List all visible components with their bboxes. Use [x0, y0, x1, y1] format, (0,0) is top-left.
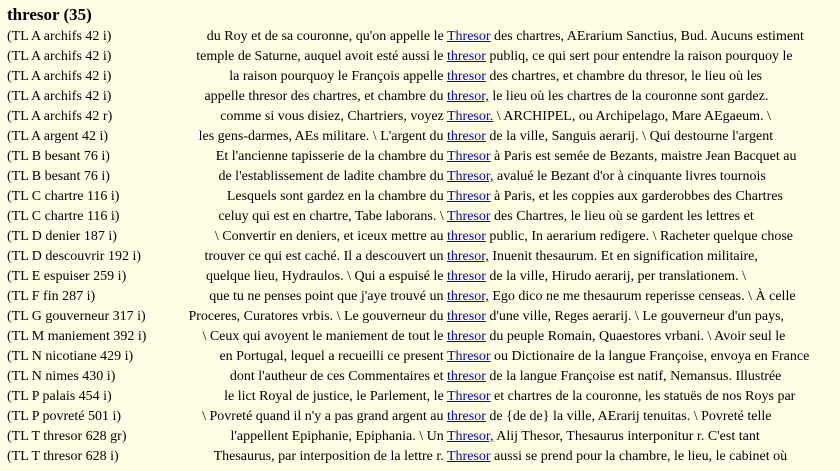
context-before: \ Ceux qui avoyent le maniement de tout le: [202, 329, 447, 344]
entry-reference: (TL N nimes 430 i): [7, 369, 116, 384]
context-line: [224, 387, 795, 407]
context-line: [227, 187, 783, 207]
context-before: trouver ce qui est caché. Il a descouvert un: [204, 249, 447, 264]
context-before: le lict Royal de justice, le Parlement, le: [224, 389, 447, 404]
concordance-row: [0, 367, 840, 387]
context-before: temple de Saturne, auquel avoit esté aussi le: [196, 49, 447, 64]
keyword-link[interactable]: thresor: [447, 49, 486, 64]
keyword-link[interactable]: Thresor,: [447, 429, 494, 444]
keyword-link[interactable]: thresor,: [447, 249, 489, 264]
concordance-row: [0, 307, 840, 327]
entry-reference: (TL N nicotiane 429 i): [7, 349, 134, 364]
concordance-row: [0, 127, 840, 147]
keyword-link[interactable]: Thresor.: [447, 109, 494, 124]
keyword-link[interactable]: thresor,: [447, 289, 489, 304]
concordance-list: [0, 27, 840, 467]
context-after: Inuenit thesaurum. Et en signification militaire,: [488, 249, 758, 264]
concordance-row: [0, 207, 840, 227]
entry-reference: (TL F fin 287 i): [7, 289, 96, 304]
context-before: les gens-darmes, AEs militare. \ L'argent du: [198, 129, 447, 144]
context-after: Ego dico ne me thesaurum reperisse censeas. \ À celle: [488, 289, 796, 304]
concordance-row: [0, 347, 840, 367]
entry-reference: (TL M maniement 392 i): [7, 329, 147, 344]
entry-reference: (TL P palais 454 i): [7, 389, 112, 404]
context-before: quelque lieu, Hydraulos. \ Qui a espuisé le: [205, 269, 447, 284]
concordance-row: [0, 47, 840, 67]
context-line: [206, 267, 746, 287]
keyword-link[interactable]: thresor: [447, 69, 486, 84]
context-after: Alij Thesor, Thesaurus interponitur r. C'est tant: [493, 429, 760, 444]
keyword-link[interactable]: thresor: [447, 269, 486, 284]
context-before: de l'establissement de ladite chambre du: [218, 169, 447, 184]
concordance-row: [0, 167, 840, 187]
keyword-link[interactable]: thresor: [447, 329, 486, 344]
context-before: en Portugal, lequel a recueilli ce present: [219, 349, 447, 364]
keyword-link[interactable]: thresor: [447, 309, 486, 324]
entry-reference: (TL A archifs 42 i): [7, 89, 112, 104]
concordance-row: [0, 407, 840, 427]
context-line: [231, 427, 760, 447]
context-after: de la langue Françoise est natif, Nemansus. Illustrée: [485, 369, 782, 384]
keyword-link[interactable]: thresor: [447, 129, 486, 144]
concordance-row: [0, 447, 840, 467]
concordance-row: [0, 147, 840, 167]
context-after: public, In aerarium redigere. \ Racheter quelque chose: [485, 229, 793, 244]
context-line: [229, 67, 762, 87]
context-before: la raison pourquoy le François appelle: [229, 69, 447, 84]
context-line: [214, 447, 788, 467]
context-line: [199, 127, 774, 147]
context-before: appelle thresor des chartres, et chambre du: [204, 89, 447, 104]
keyword-link[interactable]: Thresor: [447, 449, 491, 464]
keyword-link[interactable]: Thresor: [447, 349, 491, 364]
entry-reference: (TL A archifs 42 i): [7, 49, 112, 64]
context-line: [188, 307, 784, 327]
context-line: [209, 287, 795, 307]
entry-reference: (TL A archifs 42 r): [7, 109, 113, 124]
entry-reference: (TL B besant 76 i): [7, 149, 110, 164]
context-line: [202, 327, 785, 347]
keyword-link[interactable]: Thresor: [447, 189, 491, 204]
context-line: [218, 207, 753, 227]
concordance-row: [0, 387, 840, 407]
context-after: de la ville, Sanguis aerarij. \ Qui destourne l'argent: [485, 129, 774, 144]
context-before: du Roy et de sa couronne, qu'on appelle le: [206, 29, 447, 44]
context-before: dont l'autheur de ces Commentaires et: [229, 369, 447, 384]
keyword-link[interactable]: Thresor,: [447, 169, 494, 184]
entry-reference: (TL T thresor 628 i): [7, 449, 119, 464]
concordance-row: [0, 327, 840, 347]
entry-reference: (TL C chartre 116 i): [7, 189, 120, 204]
concordance-row: [0, 227, 840, 247]
keyword-link[interactable]: Thresor: [447, 149, 491, 164]
entry-reference: (TL E espuiser 259 i): [7, 269, 127, 284]
context-after: des Chartres, le lieu où se gardent les lettres et: [490, 209, 754, 224]
concordance-row: [0, 187, 840, 207]
context-after: avalué le Bezant d'or à cinquante livres tournois: [493, 169, 766, 184]
concordance-row: [0, 27, 840, 47]
concordance-row: [0, 427, 840, 447]
context-before: Proceres, Curatores vrbis. \ Le gouverneur du: [188, 309, 447, 324]
context-after: de la ville, Hirudo aerarij, per translationem. \: [485, 269, 746, 284]
keyword-link[interactable]: thresor,: [447, 89, 489, 104]
keyword-link[interactable]: thresor: [447, 409, 486, 424]
context-before: Lesquels sont gardez en la chambre du: [226, 189, 447, 204]
context-after: à Paris, et les coppies aux garderobbes des Chartres: [490, 189, 783, 204]
context-line: [215, 227, 793, 247]
context-line: [220, 107, 771, 127]
context-after: publiq, ce qui sert pour entendre la raison pourquoy le: [485, 49, 793, 64]
page-title: thresor (35): [7, 5, 92, 24]
context-line: [202, 407, 771, 427]
concordance-row: [0, 67, 840, 87]
entry-reference: (TL P povreté 501 i): [7, 409, 122, 424]
entry-reference: (TL A argent 42 i): [7, 129, 109, 144]
keyword-link[interactable]: thresor: [447, 369, 486, 384]
context-after: d'une ville, Reges aerarij. \ Le gouverneur d'un pays,: [485, 309, 785, 324]
context-before: \ Convertir en deniers, et iceux mettre au: [214, 229, 447, 244]
context-line: [218, 167, 765, 187]
context-before: l'appellent Epiphanie, Epiphania. \ Un: [230, 429, 447, 444]
concordance-row: [0, 287, 840, 307]
context-line: [219, 347, 809, 367]
context-after: des chartres, AErarium Sanctius, Bud. Aucuns estiment: [490, 29, 804, 44]
concordance-row: [0, 107, 840, 127]
context-before: comme si vous disiez, Chartriers, voyez: [220, 109, 447, 124]
keyword-link[interactable]: Thresor: [447, 389, 491, 404]
keyword-link[interactable]: thresor: [447, 229, 486, 244]
entry-reference: (TL D denier 187 i): [7, 229, 117, 244]
context-before: \ Povreté quand il n'y a pas grand argent au: [202, 409, 447, 424]
context-after: le lieu où les chartres de la couronne sont gardez.: [488, 89, 769, 104]
keyword-link[interactable]: Thresor: [447, 209, 491, 224]
context-line: [196, 47, 792, 67]
context-after: aussi se prend pour la chambre, le lieu, le cabinet où: [490, 449, 788, 464]
entry-reference: (TL C chartre 116 i): [7, 209, 120, 224]
context-line: [207, 27, 804, 47]
keyword-link[interactable]: Thresor: [447, 29, 491, 44]
context-line: [230, 367, 781, 387]
context-after: \ ARCHIPEL, ou Archipelago, Mare AEgaeum. \: [493, 109, 771, 124]
context-before: celuy qui est en chartre, Tabe laborans. \: [218, 209, 447, 224]
entry-reference: (TL G gouverneur 317 i): [7, 309, 146, 324]
entry-reference: (TL T thresor 628 gr): [7, 429, 127, 444]
concordance-row: [0, 247, 840, 267]
entry-reference: (TL D descouvrir 192 i): [7, 249, 141, 264]
entry-reference: (TL A archifs 42 i): [7, 29, 112, 44]
context-after: à Paris est semée de Bezants, maistre Jean Bacquet au: [490, 149, 797, 164]
context-before: Et l'ancienne tapisserie de la chambre du: [215, 149, 447, 164]
context-before: que tu ne penses point que j'aye trouvé un: [209, 289, 447, 304]
concordance-row: [0, 267, 840, 287]
context-after: des chartres, et chambre du thresor, le lieu où les: [485, 69, 763, 84]
context-line: [216, 147, 797, 167]
entry-reference: (TL B besant 76 i): [7, 169, 110, 184]
context-after: et chartres de la couronne, les statuës de nos Roys par: [490, 389, 796, 404]
context-after: du peuple Romain, Quaestores vrbani. \ Avoir seul le: [485, 329, 786, 344]
context-before: Thesaurus, par interposition de la lettre r.: [213, 449, 447, 464]
context-after: de {de de} la ville, AErarij tenuitas. \ Povreté telle: [485, 409, 772, 424]
concordance-row: [0, 87, 840, 107]
context-line: [204, 87, 768, 107]
context-line: [204, 247, 757, 267]
context-after: ou Dictionaire de la langue Françoise, envoya en France: [490, 349, 810, 364]
entry-reference: (TL A archifs 42 i): [7, 69, 112, 84]
